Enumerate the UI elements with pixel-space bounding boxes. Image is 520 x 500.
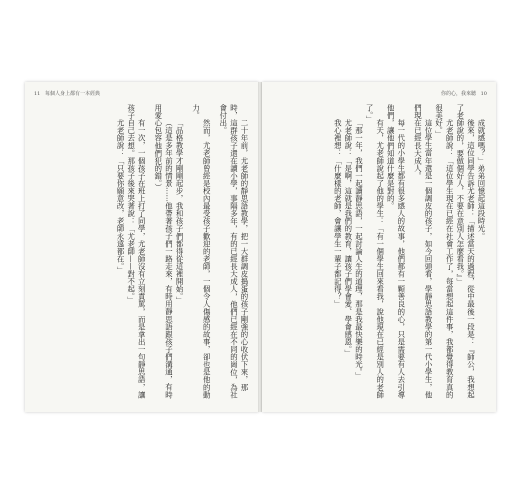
paragraph: 每一代的小學生都有很多感人的故事，他們都有一顆善良的心，只是需要有人去引導他們，讓他們知道什麼是對的。 [386, 104, 406, 399]
right-running-title: 你的心，我來聽 [441, 91, 477, 97]
paragraph: 「品格教學才剛剛起步，我和孩子們都得從這裡開始。」 [175, 118, 185, 304]
left-page-number: 11 [34, 91, 41, 97]
paragraph: 尤老師說：「這位學生現在已經在社會工作了，每當想起這件事，我都覺得教育真的很美好。」 [434, 104, 455, 399]
paragraph: 成就感嗎？」弟弟回憶起這段時光。 [477, 118, 486, 240]
paragraph: 我心裡想：「什麼樣的老師，會讓學生一輩子都記得？」 [333, 118, 343, 308]
left-page-body [35, 104, 249, 400]
paragraph: （這是多年前的情景……他帶著孩子們一路走來，有時用靜思語跟孩子們溝通，有時用愛心包容他們犯的錯。） [153, 104, 174, 399]
paragraph: 尤老師說：「是啊，這就是我們的教育，讓孩子們學會愛、學會感恩。」 [343, 118, 353, 357]
paragraph: 「那一年，我們一起讀靜思語，一起討論人生的道理，那是我最快樂的時光。」 [354, 118, 364, 380]
paragraph: 二十年前，尤老師的靜思語教學，把一大群調皮搗蛋的孩子剛強的心收伏下來，那時，這群孩子還在讀小學，事隔多年，有的已經長大成人，他們已經在不同的崗位，為社會付出。 [218, 104, 249, 399]
paragraph: 有天，尤老師說起了他的學生：「有一個學生回來看我，說他現在已經是別人的老師了。」 [365, 104, 385, 399]
right-page-body [272, 104, 486, 400]
left-page-header [31, 90, 100, 97]
right-page [262, 82, 496, 412]
paragraph: 有一次，一個孩子在班上打了同學，尤老師沒有立刻責罵，而是拿出一句靜思語，讓孩子自己去想。那孩子後來哭著說：「尤老師——對不起。」 [126, 104, 147, 399]
paragraph: 這位學生當年還是一個調皮的孩子，如今回頭看，學靜思語教學的第一代小學生，他們現在已經長大成人。 [413, 104, 434, 399]
right-page-header [441, 90, 490, 97]
paragraph: 然而，尤老師曾經是校內最受孩子歡迎的老師，一個令人傷感的故事，卻也是他的動力。 [191, 104, 212, 399]
paragraph: 尤老師說：「只要你願意改，老師永遠都在。」 [116, 118, 126, 274]
left-running-title: 每個人身上都有一本經典 [44, 91, 100, 97]
right-page-number: 10 [480, 91, 487, 97]
left-page [25, 82, 259, 412]
paragraph: 後來，這位同學告訴尤老師：「描述當天的過程，從中最後一段是：『師公，我想起了老師說的，要做個好人，不要在意別人怎麼看我。』」 [455, 104, 476, 399]
